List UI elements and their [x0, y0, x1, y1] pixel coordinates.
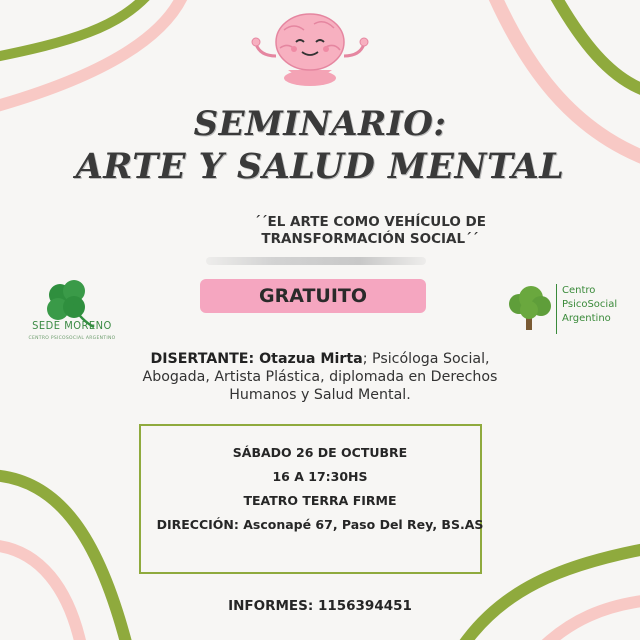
brush-divider	[206, 257, 426, 265]
speaker-label: DISERTANTE: Otazua Mirta	[150, 351, 363, 367]
cps-logo-line-2: PsicoSocial	[562, 299, 618, 310]
sede-logo-subtitle: CENTRO PSICOSOCIAL ARGENTINO	[28, 336, 116, 341]
brain-mascot-icon	[248, 8, 372, 88]
free-badge: GRATUITO	[200, 279, 426, 313]
speaker-info	[120, 350, 520, 404]
contact-info: INFORMES: 1156394451	[228, 598, 412, 614]
speaker-description: ; Psicóloga Social, Abogada, Artista Plástica, diplomada en Derechos Humanos y Salud Mental.	[142, 351, 498, 403]
cps-logo-text	[562, 284, 638, 326]
event-date: SÁBADO 26 DE OCTUBRE	[232, 445, 408, 460]
title-line-1: SEMINARIO:	[193, 104, 447, 144]
tree-logo-icon	[505, 284, 553, 332]
logo-divider	[556, 284, 557, 334]
cps-logo-line-1: Centro	[562, 285, 596, 296]
event-time: 16 A 17:30HS	[272, 469, 368, 484]
subtitle: ´´EL ARTE COMO VEHÍCULO DE TRANSFORMACIÓN SOCIAL´´	[254, 214, 486, 247]
title-line-2: ARTE Y SALUD MENTAL	[75, 146, 565, 187]
cps-logo-line-3: Argentino	[562, 313, 611, 324]
event-address: DIRECCIÓN: Asconapé 67, Paso Del Rey, BS.AS	[156, 517, 484, 532]
sede-logo-name: SEDE MORENO	[32, 319, 112, 332]
event-venue: TEATRO TERRA FIRME	[243, 493, 397, 508]
